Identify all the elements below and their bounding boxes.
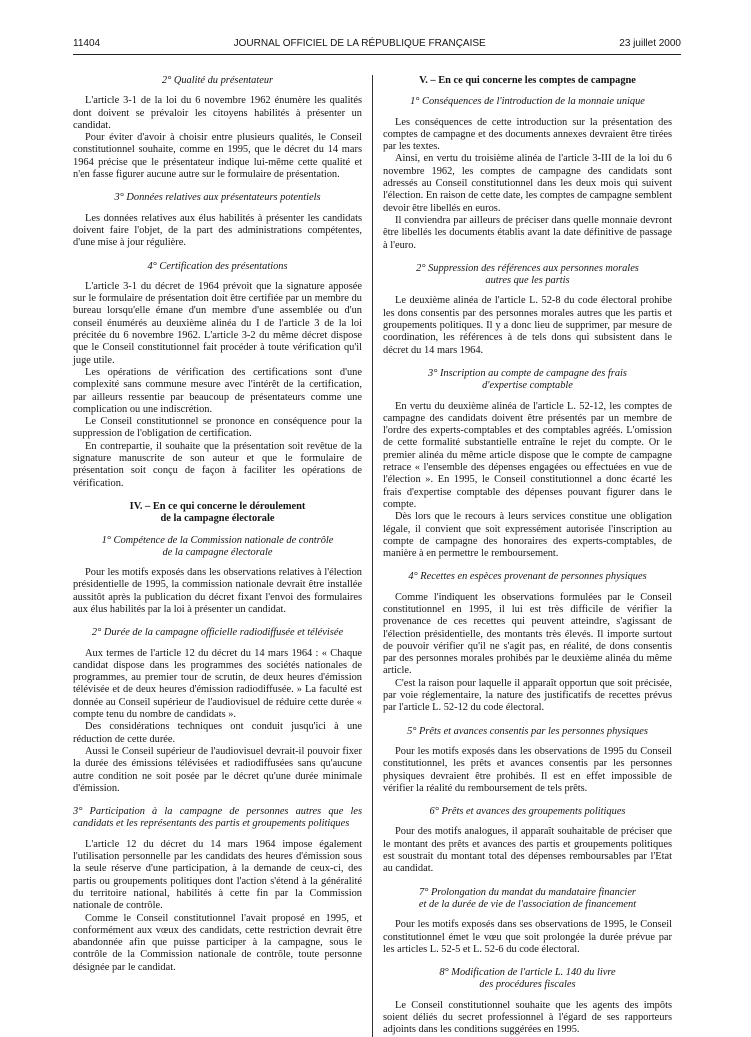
page-number: 11404 [73, 38, 101, 49]
paragraph: Les opérations de vérification des certifications sont d'une complexité sans commune mesure avec l'intérêt de la certification, par ailleurs ressentie par beaucoup de présentateurs comme une complication ou une indiscrétion. [73, 366, 362, 415]
section-heading [383, 887, 672, 912]
paragraph: Comme l'indiquent les observations formulées par le Conseil constitutionnel en 1995, il lui est très difficile de vérifier la provenance de ces recettes qui peuvent atteindre, s'agissant de l'élection présidentielle, des montants très élevés. Il importe surtout de pouvoir vérifier qu'il ne s'agit pas, en réalité, de dons consentis par des personnes morales prohibés par le deuxième alinéa du même article. [383, 591, 672, 677]
section-heading [73, 535, 362, 560]
section-heading: 2° Durée de la campagne officielle radiodiffusée et télévisée [91, 627, 344, 639]
section-heading: 5° Prêts et avances consentis par les personnes physiques [407, 725, 648, 737]
paragraph: Pour les motifs exposés dans les observations de 1995 du Conseil constitutionnel, les prêts et avances consentis par les personnes physiques devraient être prohibés. Il est en effet impossible de vérifier la réalité du remboursement de tels prêts. [383, 745, 672, 794]
paragraph: Les conséquences de cette introduction sur la présentation des comptes de campagne et des documents annexes devraient être tirées par les textes. [383, 116, 672, 153]
journal-title: JOURNAL OFFICIEL DE LA RÉPUBLIQUE FRANÇAISE [233, 38, 486, 49]
paragraph: Le deuxième alinéa de l'article L. 52-8 du code électoral prohibe les dons consentis par des personnes morales autres que les partis et groupements politiques. Il y a donc lieu de supprimer, par mesure de coordination, les références à de tels dons qui subsistent dans le décret du 14 mars 1964. [383, 295, 672, 356]
paragraph: Ainsi, en vertu du troisième alinéa de l'article 3-III de la loi du 6 novembre 1962, les comptes de campagne des candidats sont adressés au Conseil constitutionnel dans les deux mois qui suivent l'élection. En raison de cette date, les comptes de campagne semblent devoir être libellés en euros. [383, 153, 672, 214]
heading-line: de la campagne électorale [162, 546, 273, 558]
paragraph: Pour des motifs analogues, il apparaît souhaitable de préciser que le montant des prêts et avances des partis et groupements politiques est soustrait du montant total des dépenses remboursables par l'Etat au candidat. [383, 826, 672, 875]
heading-line: 7° Prolongation du mandat du mandataire financier [419, 886, 636, 898]
heading-line: 3° Inscription au compte de campagne des frais [428, 367, 627, 379]
paragraph: Aux termes de l'article 12 du décret du 14 mars 1964 : « Chaque candidat dispose dans les programmes des sociétés nationales de programmes, au premier tour de scrutin, de deux heures d'émission télévisée et de deux heures d'émission radiodiffusée. » La faculté est donnée au Conseil supérieur de l'audiovisuel de réduire cette durée « compte tenu du nombre de candidats ». [73, 647, 362, 721]
part-heading-line: de la campagne électorale [160, 513, 275, 525]
heading-line: d'expertise comptable [482, 380, 573, 392]
paragraph: Des considérations techniques ont conduit jusqu'ici à une réduction de cette durée. [73, 721, 362, 745]
heading-line: 1° Compétence de la Commission nationale de contrôle [101, 534, 334, 546]
paragraph: Le Conseil constitutionnel souhaite que les agents des impôts soient déliés du secret professionnel à l'égard de ses rapporteurs adjoints dans les conditions suggérées en 1995. [383, 999, 672, 1036]
section-heading: 2° Qualité du présentateur [161, 75, 274, 86]
section-heading: 4° Certification des présentations [147, 260, 288, 272]
publication-date: 23 juillet 2000 [619, 38, 681, 49]
running-header [73, 38, 681, 55]
paragraph: Les données relatives aux élus habilités à présenter les candidats doivent faire l'objet, de la part des administrations compétentes, d'une mise à jour régulière. [73, 212, 362, 249]
paragraph: Dès lors que le recours à leurs services constitue une obligation légale, il convient que soit expressément autorisée l'inscription au compte de campagne des honoraires des experts-comptables, de manière à en permettre le remboursement. [383, 511, 672, 560]
heading-line: autres que les partis [485, 275, 570, 287]
heading-line: et de la durée de vie de l'association de financement [418, 898, 637, 910]
paragraph: Comme le Conseil constitutionnel l'avait proposé en 1995, et conformément aux vœux des candidats, cette restriction devrait être abandonnée afin que puisse participer à la campagne, sous le contrôle de la Commission nationale de contrôle, toute personne désignée par le candidat. [73, 912, 362, 973]
section-heading [383, 263, 672, 288]
paragraph: Pour éviter d'avoir à choisir entre plusieurs qualités, le Conseil constitutionnel souhaite, comme en 1995, que le décret du 14 mars 1964 précise que le présentateur indique lui-même cette qualité et n'en fasse figurer aucune autre sur le formulaire de présentation. [73, 132, 362, 181]
paragraph: L'article 3-1 du décret de 1964 prévoit que la signature apposée sur le formulaire de présentation doit être certifiée par un membre du bureau lorsqu'elle émane d'un membre d'une assemblée ou d'un conseil énumérés au deuxième alinéa du I de l'article 3 de la loi précitée du 6 novembre 1962. L'article 3-2 du même décret dispose que le Conseil constitutionnel fait procéder à toute vérification qu'il juge utile. [73, 280, 362, 366]
heading-line: 2° Suppression des références aux personnes morales [416, 262, 639, 274]
paragraph: L'article 3-1 de la loi du 6 novembre 1962 énumère les qualités dont doivent se prévaloir les citoyens habilités à présenter un candidat. [73, 95, 362, 131]
right-column [372, 75, 672, 1037]
paragraph: En vertu du deuxième alinéa de l'article L. 52-12, les comptes de campagne des candidats doivent être présentés par un membre de l'ordre des experts-comptables et des comptables agréés. L'omission de cette formalité substantielle entraîne le rejet du compte. Or le premier alinéa du même article dispose que le compte de campagne retrace « l'ensemble des dépenses engagées ou effectuées en vue de l'élection ». En 1995, le Conseil constitutionnel a donc écarté les frais d'expertise comptable des dépenses pouvant figurer dans le compte. [383, 400, 672, 510]
paragraph: En contrepartie, il souhaite que la présentation soit revêtue de la signature manuscrite de son auteur et que le formulaire de présentation soit conçu de façon à faciliter les opérations de vérification. [73, 440, 362, 489]
left-column [73, 75, 372, 1037]
paragraph: Pour les motifs exposés dans les observations relatives à l'élection présidentielle de 1995, la commission nationale devrait être installée aussitôt après la publication du décret fixant l'envoi des formulaires aux élus habilités par la loi à présenter un candidat. [73, 567, 362, 615]
part-heading [73, 501, 362, 526]
paragraph: L'article 12 du décret du 14 mars 1964 impose également l'utilisation personnelle par les candidats des heures d'émission sous la seule réserve d'une participation, à la demande de ceux-ci, des partis ou groupements politiques dont l'action s'étend à la généralité du territoire national, habilités à cette fin par la Commission nationale de contrôle. [73, 838, 362, 912]
heading-line: des procédures fiscales [479, 979, 576, 991]
paragraph: Le Conseil constitutionnel se prononce en conséquence pour la suppression de l'obligation de certification. [73, 416, 362, 440]
paragraph: Aussi le Conseil supérieur de l'audiovisuel devrait-il pouvoir fixer la durée des émissions télévisées et radiodiffusées sans qu'aucune autre condition ne soit posée par le décret qu'une durée minimale d'émission. [73, 745, 362, 794]
part-heading-line: IV. – En ce qui concerne le déroulement [129, 500, 306, 512]
section-heading: 3° Données relatives aux présentateurs potentiels [114, 192, 321, 204]
section-heading [383, 368, 672, 393]
heading-line: 8° Modification de l'article L. 140 du livre [439, 967, 616, 979]
paragraph: C'est la raison pour laquelle il apparaît opportun que soit précisée, par voie réglementaire, la nature des justificatifs de recettes prévus par l'article L. 52-12 du code électoral. [383, 677, 672, 714]
paragraph: Il conviendra par ailleurs de préciser dans quelle monnaie devront être libellés les documents établis avant la date définitive de passage à l'euro. [383, 214, 672, 251]
section-heading: 1° Conséquences de l'introduction de la monnaie unique [410, 96, 645, 108]
section-heading: 3° Participation à la campagne de personnes autres que les candidats et les représentants des partis et groupements politiques [73, 806, 362, 830]
section-heading: 4° Recettes en espèces provenant de personnes physiques [408, 571, 647, 583]
part-heading: V. – En ce qui concerne les comptes de campagne [419, 75, 636, 86]
section-heading [383, 967, 672, 992]
section-heading: 6° Prêts et avances des groupements politiques [429, 806, 626, 818]
two-column-body [73, 75, 681, 1037]
paragraph: Pour les motifs exposés dans ses observations de 1995, le Conseil constitutionnel émet le vœu que soit prolongée la durée prévue par les articles L. 52-5 et L. 52-6 du code électoral. [383, 919, 672, 955]
